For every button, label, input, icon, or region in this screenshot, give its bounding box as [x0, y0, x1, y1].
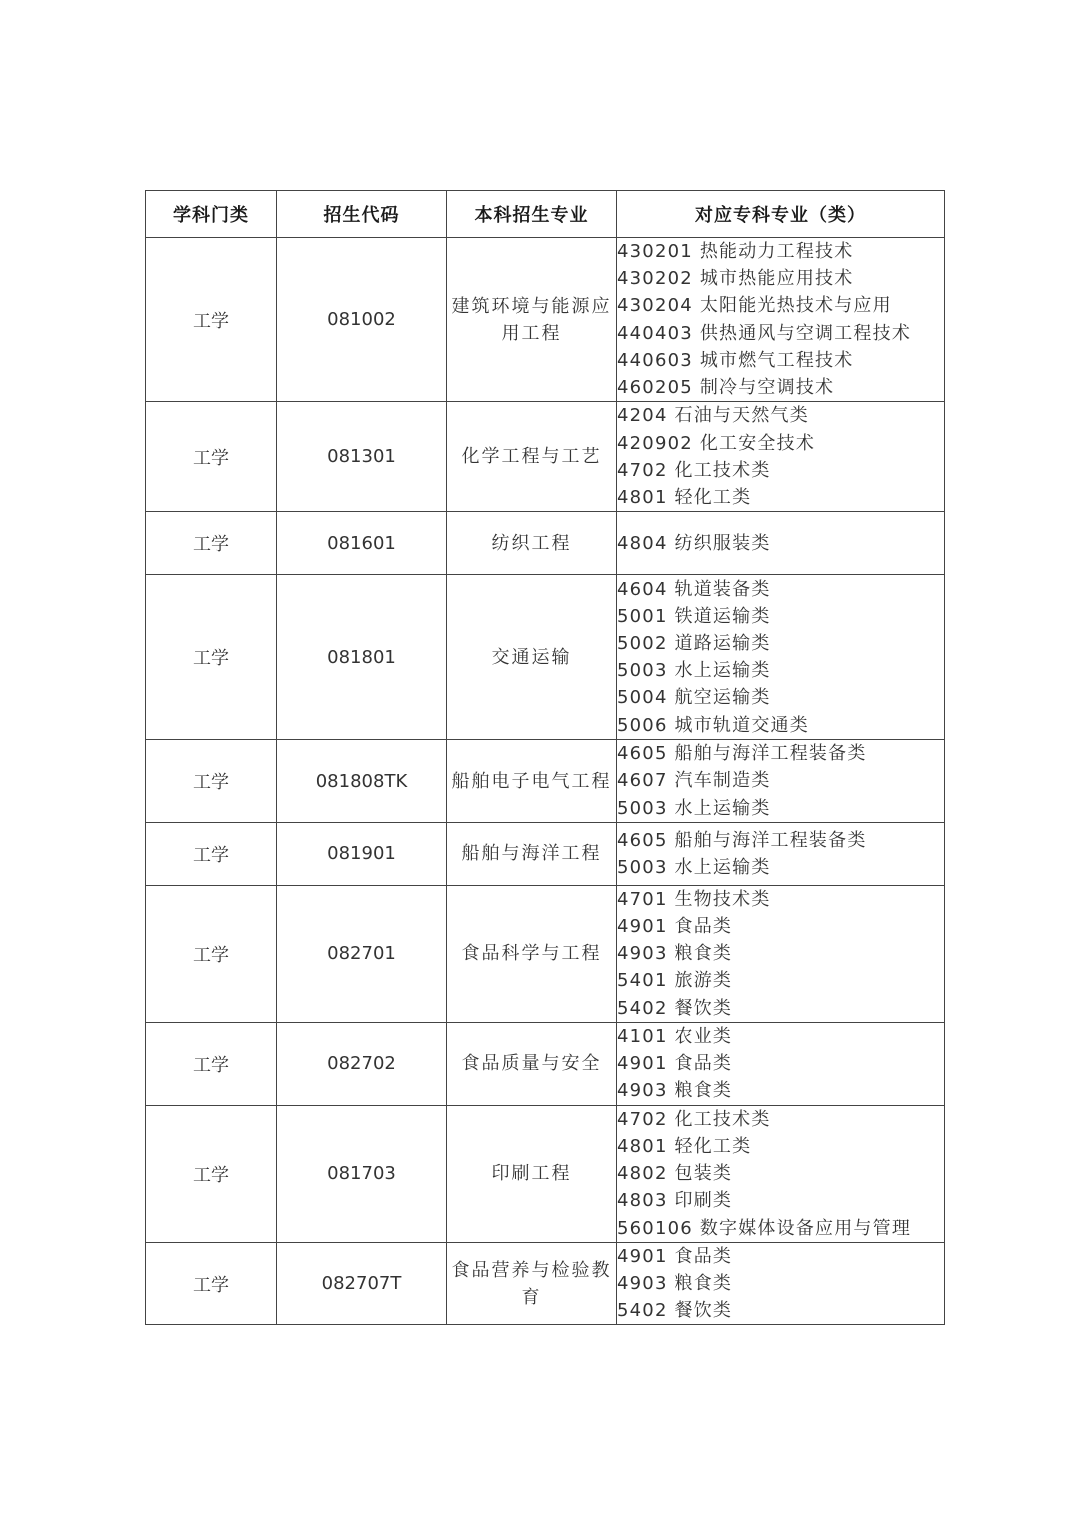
cell-code: 081703: [277, 1105, 447, 1242]
related-major-item: 4605 船舶与海洋工程装备类: [617, 743, 867, 765]
related-major-item: 4801 轻化工类: [617, 1136, 752, 1158]
table-body: [146, 238, 945, 1325]
cell-related-majors: [617, 238, 945, 402]
cell-related-majors: [617, 885, 945, 1022]
cell-code: 082701: [277, 885, 447, 1022]
cell-major: 船舶电子电气工程: [447, 740, 617, 823]
cell-major: 化学工程与工艺: [447, 402, 617, 512]
cell-major: 食品科学与工程: [447, 885, 617, 1022]
table-row: [146, 512, 945, 575]
related-major-item: 460205 制冷与空调技术: [617, 377, 835, 399]
cell-category: 工学: [146, 822, 277, 885]
header-major: 本科招生专业: [447, 191, 617, 238]
cell-category: 工学: [146, 575, 277, 740]
related-major-item: 420902 化工安全技术: [617, 432, 816, 454]
cell-major: 建筑环境与能源应用工程: [447, 238, 617, 402]
related-major-item: 430202 城市热能应用技术: [617, 268, 854, 290]
related-major-item: 4903 粮食类: [617, 943, 733, 965]
related-major-item: 4604 轨道装备类: [617, 578, 771, 600]
table-row: [146, 1105, 945, 1242]
cell-category: 工学: [146, 1242, 277, 1325]
related-major-item: 4901 食品类: [617, 916, 733, 938]
table-row: [146, 885, 945, 1022]
related-major-item: 4605 船舶与海洋工程装备类: [617, 829, 867, 851]
cell-code: 081808TK: [277, 740, 447, 823]
header-code: 招生代码: [277, 191, 447, 238]
related-major-item: 5001 铁道运输类: [617, 605, 771, 627]
related-major-item: 4903 粮食类: [617, 1273, 733, 1295]
related-major-item: 5006 城市轨道交通类: [617, 714, 809, 736]
cell-major: 交通运输: [447, 575, 617, 740]
related-major-item: 4804 纺织服装类: [617, 532, 771, 554]
related-major-item: 4803 印刷类: [617, 1190, 733, 1212]
related-major-item: 430204 太阳能光热技术与应用: [617, 295, 892, 317]
related-major-item: 4903 粮食类: [617, 1080, 733, 1102]
cell-major: 印刷工程: [447, 1105, 617, 1242]
cell-related-majors: [617, 402, 945, 512]
cell-code: 081301: [277, 402, 447, 512]
related-major-item: 560106 数字媒体设备应用与管理: [617, 1217, 912, 1239]
cell-related-majors: [617, 1022, 945, 1105]
related-major-item: 4901 食品类: [617, 1245, 733, 1267]
related-major-item: 4701 生物技术类: [617, 888, 771, 910]
related-major-item: 5003 水上运输类: [617, 797, 771, 819]
related-major-item: 4702 化工技术类: [617, 459, 771, 481]
cell-major: 食品质量与安全: [447, 1022, 617, 1105]
related-major-item: 4901 食品类: [617, 1053, 733, 1075]
related-major-item: 430201 热能动力工程技术: [617, 241, 854, 262]
table-row: [146, 822, 945, 885]
cell-code: 082702: [277, 1022, 447, 1105]
header-related-majors: 对应专科专业（类）: [617, 191, 945, 238]
cell-related-majors: [617, 822, 945, 885]
related-major-item: 4204 石油与天然气类: [617, 405, 809, 427]
cell-category: 工学: [146, 885, 277, 1022]
table-row: [146, 238, 945, 402]
cell-related-majors: [617, 1242, 945, 1325]
table-row: [146, 1022, 945, 1105]
related-major-item: 440603 城市燃气工程技术: [617, 349, 854, 371]
cell-category: 工学: [146, 1022, 277, 1105]
related-major-item: 4801 轻化工类: [617, 486, 752, 508]
related-major-item: 4802 包装类: [617, 1163, 733, 1185]
major-mapping-table: [145, 190, 945, 1325]
cell-category: 工学: [146, 238, 277, 402]
cell-related-majors: [617, 740, 945, 823]
cell-related-majors: [617, 512, 945, 575]
cell-code: 081801: [277, 575, 447, 740]
related-major-item: 5004 航空运输类: [617, 687, 771, 709]
cell-code: 081002: [277, 238, 447, 402]
cell-related-majors: [617, 575, 945, 740]
cell-code: 081901: [277, 822, 447, 885]
related-major-item: 5002 道路运输类: [617, 633, 771, 655]
cell-code: 081601: [277, 512, 447, 575]
cell-category: 工学: [146, 1105, 277, 1242]
related-major-item: 4101 农业类: [617, 1026, 733, 1048]
cell-major: 纺织工程: [447, 512, 617, 575]
table-row: [146, 575, 945, 740]
table-header-row: [146, 191, 945, 238]
related-major-item: 5402 餐饮类: [617, 1300, 733, 1322]
related-major-item: 5003 水上运输类: [617, 660, 771, 682]
cell-category: 工学: [146, 402, 277, 512]
related-major-item: 5401 旅游类: [617, 970, 733, 992]
cell-major: 食品营养与检验教育: [447, 1242, 617, 1325]
table-row: [146, 1242, 945, 1325]
cell-category: 工学: [146, 740, 277, 823]
table-row: [146, 740, 945, 823]
cell-related-majors: [617, 1105, 945, 1242]
related-major-item: 5402 餐饮类: [617, 997, 733, 1019]
cell-category: 工学: [146, 512, 277, 575]
cell-code: 082707T: [277, 1242, 447, 1325]
related-major-item: 4702 化工技术类: [617, 1108, 771, 1130]
cell-major: 船舶与海洋工程: [447, 822, 617, 885]
related-major-item: 5003 水上运输类: [617, 856, 771, 878]
table-row: [146, 402, 945, 512]
related-major-item: 4607 汽车制造类: [617, 770, 771, 792]
header-category: 学科门类: [146, 191, 277, 238]
related-major-item: 440403 供热通风与空调工程技术: [617, 322, 912, 344]
